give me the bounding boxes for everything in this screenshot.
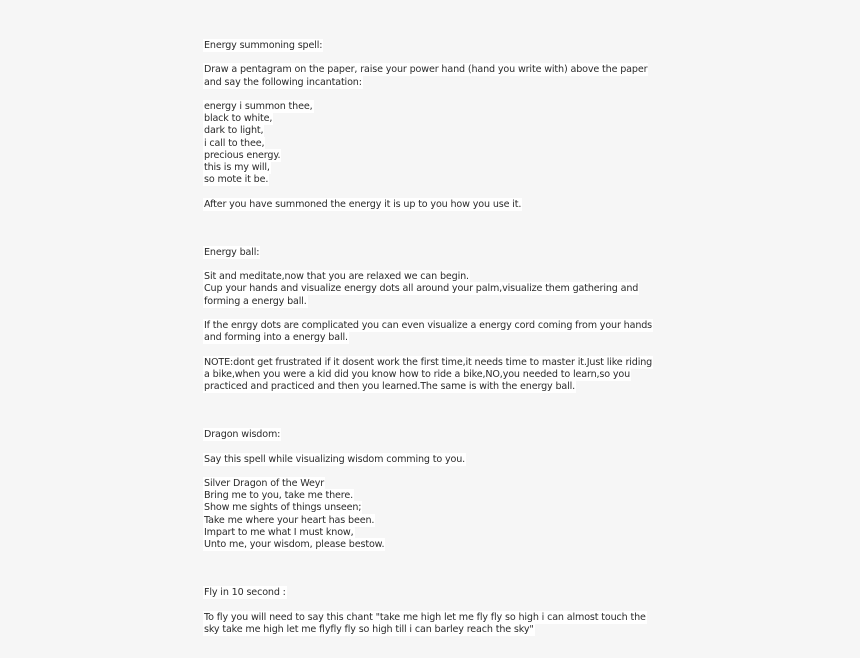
- verse-line: dark to light,: [204, 125, 264, 137]
- section-energy-ball: [203, 247, 673, 393]
- section-energy-summoning: [203, 40, 673, 211]
- section-heading: Energy ball:: [204, 246, 260, 258]
- section-heading: Fly in 10 second :: [204, 587, 286, 599]
- verse-line: Unto me, your wisdom, please bestow.: [204, 538, 385, 550]
- paragraph: If the enrgy dots are complicated you can even visualize a energy cord coming from your hands and forming into a energy ball.: [204, 319, 653, 344]
- verse-line: Take me where your heart has been.: [204, 514, 375, 526]
- intro-paragraph: Draw a pentagram on the paper, raise your power hand (hand you write with) above the paper and say the following incantation:: [204, 64, 648, 88]
- note-paragraph: NOTE:dont get frustrated if it dosent work the first time,it needs time to master it.Just like riding a bike,when you were a kid did you know how to ride a bike,NO,you needed to learn,so you practiced and practiced and then you learned.The same is with the energy ball.: [204, 356, 653, 392]
- outro-paragraph: After you have summoned the energy it is up to you how you use it.: [204, 198, 522, 210]
- verse-line: so mote it be.: [204, 174, 269, 186]
- section-heading: Dragon wisdom:: [204, 429, 281, 441]
- verse-line: black to white,: [204, 113, 273, 125]
- verse-line: this is my will,: [204, 162, 270, 173]
- verse-line: precious energy.: [204, 149, 281, 161]
- verse-line: Silver Dragon of the Weyr: [204, 477, 325, 489]
- verse-line: Impart to me what I must know,: [204, 526, 354, 538]
- paragraph-line: Cup your hands and visualize energy dots all around your palm,visualize them gathering and forming a energy ball.: [204, 283, 639, 307]
- intro-paragraph: Say this spell while visualizing wisdom comming to you.: [204, 453, 466, 465]
- section-fly: [203, 587, 673, 636]
- section-dragon-wisdom: [203, 429, 673, 551]
- verse-line: energy i summon thee,: [204, 100, 313, 112]
- verse-line: Bring me to you, take me there.: [204, 490, 353, 502]
- section-heading: Energy summoning spell:: [204, 40, 323, 51]
- verse-line: i call to thee,: [204, 137, 265, 149]
- chant-paragraph: To fly you will need to say this chant "take me high let me fly fly so high i can almost touch the sky take me high let me flyfly fly so high till i can barley reach the sky": [204, 611, 646, 635]
- document-body: [203, 40, 673, 636]
- paragraph-line: Sit and meditate,now that you are relaxed we can begin.: [204, 271, 469, 283]
- verse-line: Show me sights of things unseen;: [204, 502, 362, 514]
